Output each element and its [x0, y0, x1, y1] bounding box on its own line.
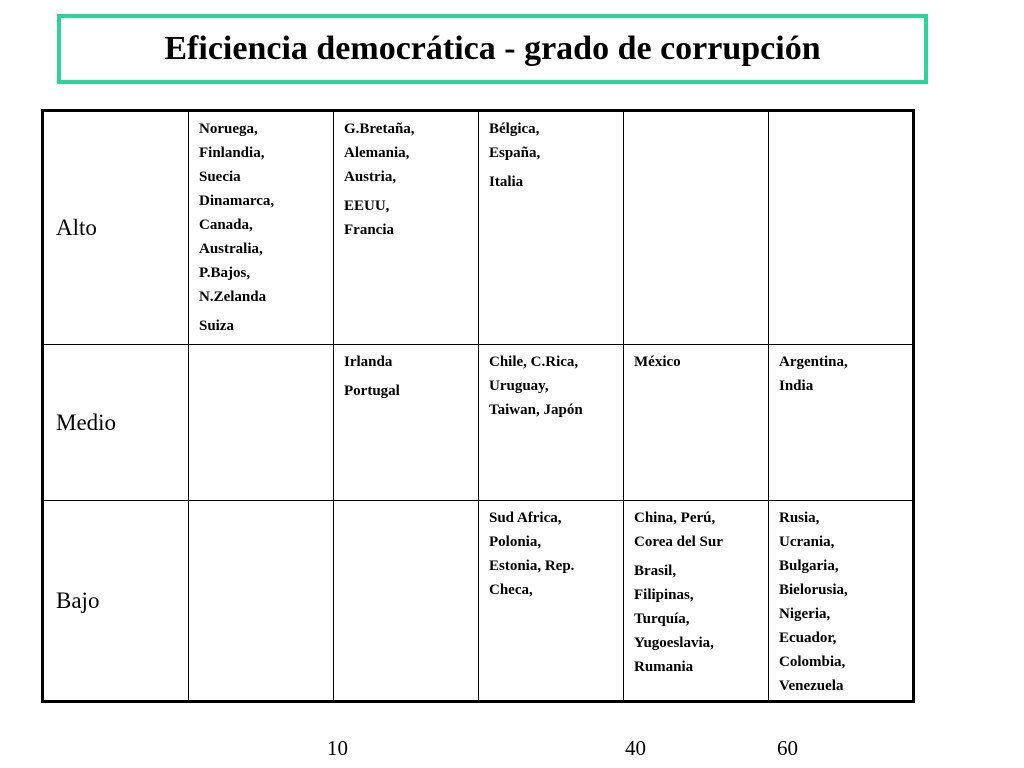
row-alto [43, 111, 914, 345]
row-bajo [43, 501, 914, 702]
cell-alto-1 [189, 111, 334, 345]
cell-text-line: Alemania, [344, 145, 410, 161]
cell-bajo-4 [624, 501, 769, 702]
cell-text-line: P.Bajos, [199, 265, 251, 281]
cell-text-line: Dinamarca, [199, 193, 275, 209]
cell-medio-1 [189, 345, 334, 501]
cell-text-line: Irlanda [344, 354, 393, 370]
cell-text-line: Brasil, [634, 563, 677, 579]
cell-alto-3 [479, 111, 624, 345]
cell-text-line: Colombia, [779, 654, 846, 670]
cell-text-line: Filipinas, [634, 587, 694, 603]
cell-text-line: India [779, 378, 814, 394]
cell-text-line: Nigeria, [779, 606, 831, 622]
axis-label-10: 10 [327, 736, 348, 760]
title-box [57, 14, 928, 84]
cell-text-line: Finlandia, [199, 145, 265, 161]
page-title: Eficiencia democrática - grado de corrupción [164, 30, 821, 67]
cell-bajo-1 [189, 501, 334, 702]
cell-text-line: Sud Africa, [489, 510, 562, 526]
cell-text-line: Suiza [199, 318, 235, 334]
cell-text-line: Chile, C.Rica, [489, 354, 579, 370]
axis-label-40: 40 [625, 736, 646, 760]
cell-text-line: N.Zelanda [199, 289, 267, 305]
cell-alto-5 [769, 111, 914, 345]
cell-alto-2 [334, 111, 479, 345]
cell-text-line: Rusia, [779, 510, 820, 526]
row-label-alto: Alto [43, 111, 189, 345]
cell-medio-4 [624, 345, 769, 501]
cell-text-line: EEUU, [344, 198, 390, 214]
corruption-table [41, 109, 915, 703]
cell-medio-3 [479, 345, 624, 501]
cell-text-line: Australia, [199, 241, 263, 257]
row-medio [43, 345, 914, 501]
cell-bajo-5 [769, 501, 914, 702]
cell-text-line: Yugoeslavia, [634, 635, 714, 651]
cell-text-line: Uruguay, [489, 378, 549, 394]
cell-medio-5 [769, 345, 914, 501]
cell-text-line: Rumania [634, 659, 694, 675]
row-label-medio: Medio [43, 345, 189, 501]
cell-text-line: Portugal [344, 383, 400, 399]
cell-text-line: Noruega, [199, 121, 258, 137]
cell-text-line: Bielorusia, [779, 582, 848, 598]
cell-text-line: Polonia, [489, 534, 542, 550]
row-label-bajo: Bajo [43, 501, 189, 702]
cell-text-line: China, Perú, [634, 510, 716, 526]
cell-medio-2 [334, 345, 479, 501]
axis-label-60: 60 [777, 736, 798, 760]
cell-text-line: Checa, [489, 582, 533, 598]
cell-text-line: México [634, 354, 681, 370]
cell-bajo-2 [334, 501, 479, 702]
cell-text-line: Ecuador, [779, 630, 837, 646]
cell-text-line: Austria, [344, 169, 397, 185]
cell-text-line: G.Bretaña, [344, 121, 415, 137]
cell-text-line: Bélgica, [489, 121, 540, 137]
cell-text-line: Argentina, [779, 354, 848, 370]
table-body [43, 111, 914, 702]
cell-text-line: España, [489, 145, 541, 161]
cell-bajo-3 [479, 501, 624, 702]
cell-text-line: Canada, [199, 217, 253, 233]
cell-alto-4 [624, 111, 769, 345]
cell-text-line: Francia [344, 222, 394, 238]
cell-text-line: Taiwan, Japón [489, 402, 583, 418]
cell-text-line: Italia [489, 174, 524, 190]
cell-text-line: Bulgaria, [779, 558, 839, 574]
cell-text-line: Estonia, Rep. [489, 558, 575, 574]
cell-text-line: Corea del Sur [634, 534, 723, 550]
cell-text-line: Ucrania, [779, 534, 835, 550]
cell-text-line: Turquía, [634, 611, 690, 627]
cell-text-line: Venezuela [779, 678, 844, 694]
cell-text-line: Suecia [199, 169, 241, 185]
